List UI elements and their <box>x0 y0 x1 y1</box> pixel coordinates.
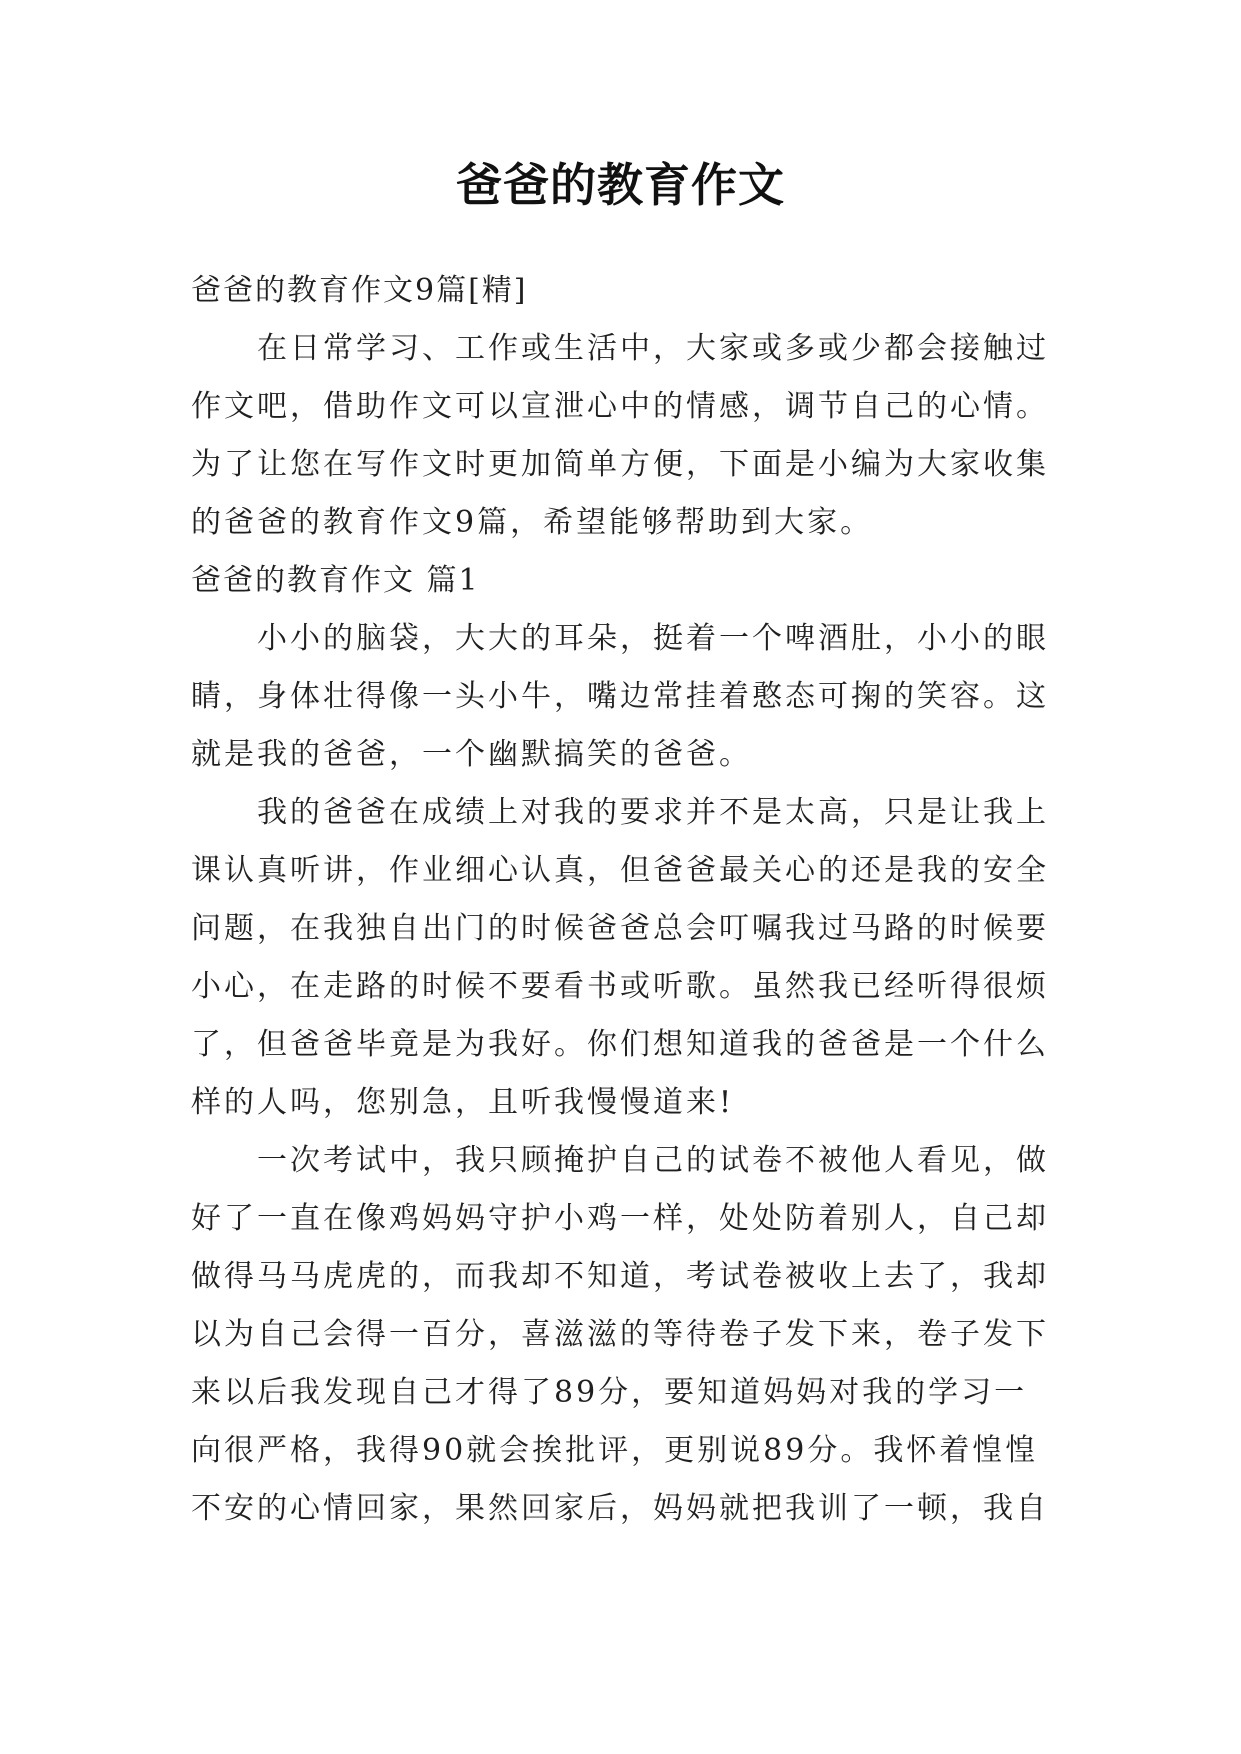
document-body <box>191 262 1061 1538</box>
paragraph-line: 一次考试中，我只顾掩护自己的试卷不被他人看见，做 <box>257 1143 1049 1178</box>
paragraph-line: 做得马马虎虎的，而我却不知道，考试卷被收上去了，我却 <box>191 1259 1049 1294</box>
document-title: 爸爸的教育作文 <box>456 158 785 212</box>
paragraph-line: 好了一直在像鸡妈妈守护小鸡一样，处处防着别人，自己却 <box>191 1201 1049 1236</box>
paragraph-line: 小小的脑袋，大大的耳朵，挺着一个啤酒肚，小小的眼 <box>257 621 1049 656</box>
paragraph-line: 以为自己会得一百分，喜滋滋的等待卷子发下来，卷子发下 <box>191 1317 1049 1352</box>
intro-paragraph-line: 在日常学习、工作或生活中，大家或多或少都会接触过 <box>257 331 1049 366</box>
paragraph-line: 样的人吗，您别急，且听我慢慢道来! <box>191 1085 735 1120</box>
paragraph-line: 就是我的爸爸，一个幽默搞笑的爸爸。 <box>191 737 752 772</box>
paragraph-line: 小心，在走路的时候不要看书或听歌。虽然我已经听得很烦 <box>191 969 1049 1004</box>
section-heading: 爸爸的教育作文 篇1 <box>191 563 480 598</box>
paragraph-line: 睛，身体壮得像一头小牛，嘴边常挂着憨态可掬的笑容。这 <box>191 679 1049 714</box>
paragraph-line: 课认真听讲，作业细心认真，但爸爸最关心的还是我的安全 <box>191 853 1049 888</box>
intro-paragraph-line: 作文吧，借助作文可以宣泄心中的情感，调节自己的心情。 <box>191 389 1049 424</box>
intro-paragraph-line: 为了让您在写作文时更加简单方便，下面是小编为大家收集 <box>191 447 1049 482</box>
intro-paragraph-line: 的爸爸的教育作文9篇，希望能够帮助到大家。 <box>191 505 874 540</box>
article-heading: 爸爸的教育作文9篇[精] <box>191 273 528 308</box>
paragraph-line: 我的爸爸在成绩上对我的要求并不是太高，只是让我上 <box>257 795 1049 830</box>
paragraph-line: 了，但爸爸毕竟是为我好。你们想知道我的爸爸是一个什么 <box>191 1027 1049 1062</box>
paragraph-line: 来以后我发现自己才得了89分，要知道妈妈对我的学习一 <box>191 1375 1028 1410</box>
paragraph-line: 问题，在我独自出门的时候爸爸总会叮嘱我过马路的时候要 <box>191 911 1049 946</box>
paragraph-line: 向很严格，我得90就会挨批评，更别说89分。我怀着惶惶 <box>191 1433 1039 1468</box>
paragraph-line: 不安的心情回家，果然回家后，妈妈就把我训了一顿，我自 <box>191 1491 1049 1526</box>
